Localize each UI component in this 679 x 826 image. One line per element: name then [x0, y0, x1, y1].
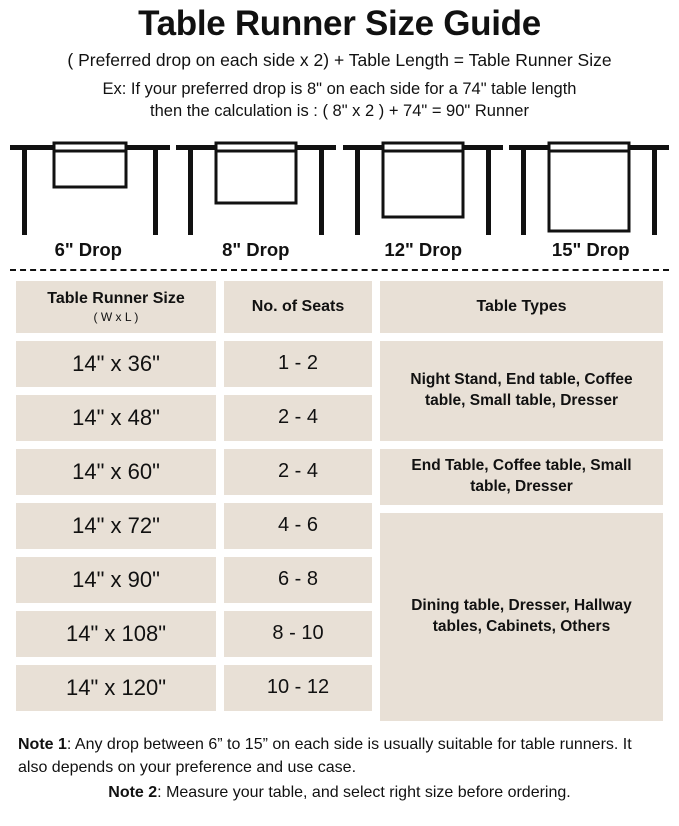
table-figure-6in-drop — [10, 135, 170, 235]
table-row: 14" x 108" — [16, 611, 216, 657]
example-line-2: then the calculation is : ( 8" x 2 ) + 74" = 90" Runner — [150, 102, 529, 120]
infographic-page — [0, 4, 679, 826]
drop-label-6in: 6" Drop — [54, 238, 122, 260]
notes-section — [8, 733, 671, 805]
column-runner-size — [16, 281, 216, 729]
table-row: 14" x 36" — [16, 341, 216, 387]
table-row: End Table, Coffee table, Small table, Dresser — [380, 449, 663, 505]
table-figure-15in-drop — [509, 135, 669, 235]
example-line-1: Ex: If your preferred drop is 8" on each side for a 74" table length — [102, 80, 577, 99]
table-row: 14" x 72" — [16, 503, 216, 549]
table-row: 2 - 4 — [224, 395, 372, 441]
page-title: Table Runner Size Guide — [138, 4, 541, 43]
table-row: 14" x 48" — [16, 395, 216, 441]
table-figure-12in-drop — [343, 135, 503, 235]
formula-text: ( Preferred drop on each side x 2) + Table Length = Table Runner Size — [67, 50, 612, 71]
table-row: 14" x 90" — [16, 557, 216, 603]
table-row: Night Stand, End table, Coffee table, Small table, Dresser — [380, 341, 663, 441]
column-table-types — [380, 281, 663, 729]
header-table-types: Table Types — [380, 281, 663, 333]
table-row: 14" x 60" — [16, 449, 216, 495]
note-1-label: Note 1 — [18, 735, 67, 753]
drop-label-8in: 8" Drop — [222, 238, 290, 260]
section-divider — [10, 269, 669, 271]
note-2 — [18, 781, 661, 804]
note-1-text: : Any drop between 6” to 15” on each side is usually suitable for table runners. It also depends on your preference and use case. — [18, 735, 632, 777]
table-row: 4 - 6 — [224, 503, 372, 549]
drop-label-12in: 12" Drop — [384, 238, 463, 260]
note-2-label: Note 2 — [108, 784, 158, 802]
table-figure-8in-drop — [176, 135, 336, 235]
table-row: Dining table, Dresser, Hallway tables, Cabinets, Others — [380, 513, 663, 721]
note-2-text: : Measure your table, and select right size before ordering. — [157, 784, 571, 802]
column-seats — [224, 281, 372, 729]
table-row: 6 - 8 — [224, 557, 372, 603]
table-row: 14" x 120" — [16, 665, 216, 711]
table-row: 8 - 10 — [224, 611, 372, 657]
size-table — [8, 281, 671, 729]
header-runner-size: Table Runner Size ( W x L ) — [16, 281, 216, 333]
drop-label-row — [8, 239, 671, 261]
drop-diagram — [8, 135, 671, 235]
note-1 — [18, 733, 661, 779]
example-block — [8, 79, 671, 123]
header-seats: No. of Seats — [224, 281, 372, 333]
table-row: 2 - 4 — [224, 449, 372, 495]
table-row: 10 - 12 — [224, 665, 372, 711]
drop-label-15in: 15" Drop — [551, 238, 630, 260]
table-row: 1 - 2 — [224, 341, 372, 387]
